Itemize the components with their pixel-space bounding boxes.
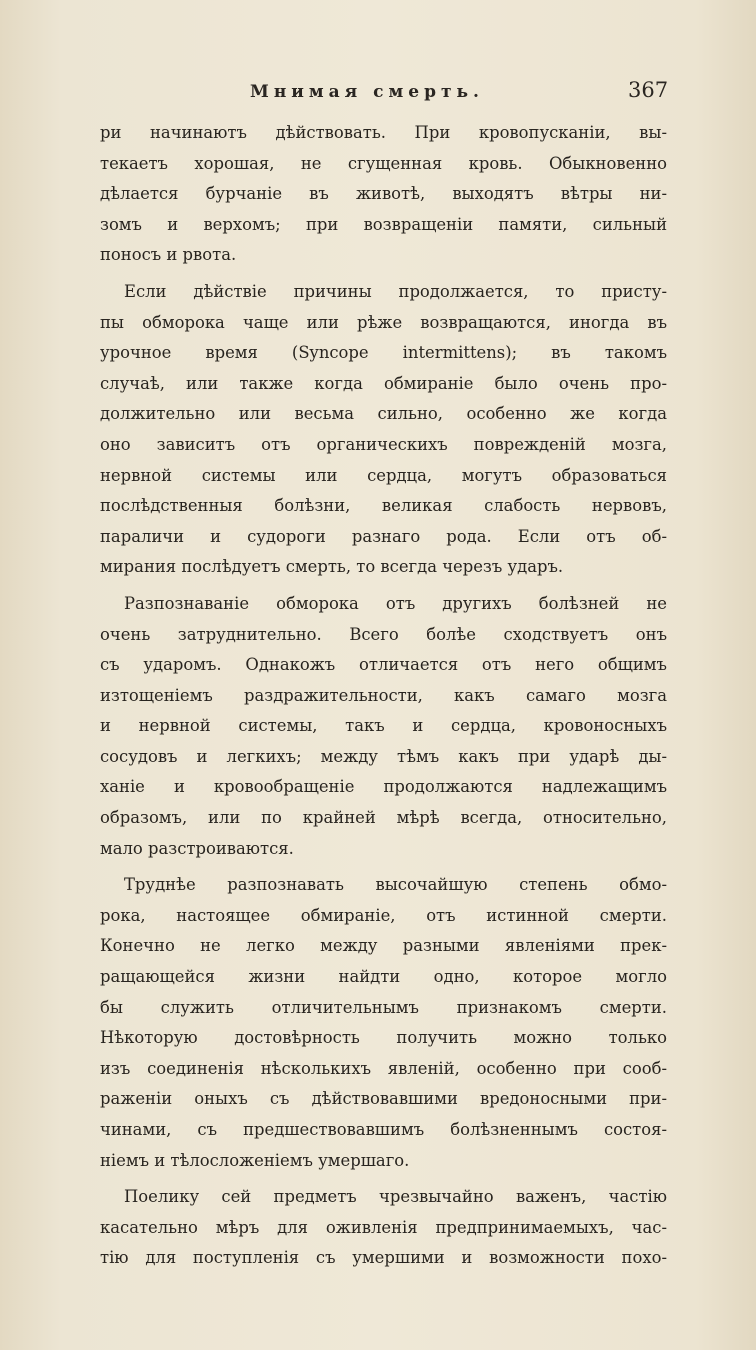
paragraph: [100, 870, 667, 1176]
text-line: касательно мѣръ для оживленія предпринимаемыхъ, час-: [100, 1217, 667, 1237]
text-line: ніемъ и тѣлосложеніемъ умершаго.: [100, 1150, 410, 1170]
text-line: текаетъ хорошая, не сгущенная кровь. Обыкновенно: [100, 153, 667, 173]
text-line: Поелику сей предметъ чрезвычайно важенъ, частію: [124, 1187, 667, 1207]
text-line: очень затруднительно. Всего болѣе сходствуетъ онъ: [100, 624, 667, 644]
text-line: Нѣкоторую достовѣрность получить можно только: [100, 1028, 667, 1048]
text-line: урочное время (Syncope intermittens); въ такомъ: [100, 343, 667, 363]
paragraph: [100, 589, 667, 864]
text-line: пы обморока чаще или рѣже возвращаются, иногда въ: [100, 312, 667, 332]
text-line: тію для поступленія съ умершими и возможности похо-: [100, 1248, 667, 1268]
text-line: послѣдственныя болѣзни, великая слабость нервовъ,: [100, 496, 667, 516]
text-line: изтощеніемъ раздражительности, какъ самаго мозга: [100, 685, 667, 705]
text-line: должительно или весьма сильно, особенно же когда: [100, 404, 667, 424]
text-line: и нервной системы, такъ и сердца, кровоносныхъ: [100, 716, 667, 736]
text-line: изъ соединенія нѣсколькихъ явленій, особенно при сооб-: [100, 1058, 667, 1078]
text-line: чинами, съ предшествовавшимъ болѣзненнымъ состоя-: [100, 1120, 667, 1139]
paragraph: [100, 1182, 667, 1274]
text-line: случаѣ, или также когда обмираніе было очень про-: [100, 373, 667, 393]
text-line: нервной системы или сердца, могутъ образоваться: [100, 465, 667, 485]
text-line: Труднѣе разпознавать высочайшую степень обмо-: [124, 875, 667, 895]
text-line: дѣлается бурчаніе въ животѣ, выходятъ вѣтры ни-: [100, 184, 667, 204]
text-line: мирания послѣдуетъ смерть, то всегда черезъ ударъ.: [100, 557, 564, 577]
running-title: Мнимая смерть.: [250, 82, 484, 102]
text-line: Конечно не легко между разными явленіями прек-: [100, 936, 667, 956]
text-line: образомъ, или по крайней мѣрѣ всегда, относительно,: [100, 808, 667, 828]
text-line: мало разстроиваются.: [100, 838, 294, 858]
page-header: [0, 78, 756, 108]
text-line: сосудовъ и легкихъ; между тѣмъ какъ при ударѣ ды-: [100, 746, 667, 766]
text-line: ри начинаютъ дѣйствовать. При кровопусканіи, вы-: [100, 123, 667, 142]
page-number: 367: [628, 78, 669, 102]
text-line: бы служить отличительнымъ признакомъ смерти.: [100, 997, 667, 1017]
text-line: Разпознаваніе обморока отъ другихъ болѣзней не: [124, 593, 667, 613]
text-line: съ ударомъ. Однакожъ отличается отъ него общимъ: [100, 655, 667, 675]
text-line: раженіи оныхъ съ дѣйствовавшими вредоносными при-: [100, 1089, 667, 1109]
paragraph: [100, 277, 667, 583]
paragraph: [100, 118, 667, 271]
body-text: [100, 118, 667, 1274]
text-line: оно зависитъ отъ органическихъ поврежденій мозга,: [100, 434, 667, 454]
text-line: поносъ и рвота.: [100, 245, 237, 265]
text-line: ханіе и кровообращеніе продолжаются надлежащимъ: [100, 777, 667, 797]
text-line: Если дѣйствіе причины продолжается, то присту-: [124, 281, 667, 301]
text-line: ращающейся жизни найдти одно, которое могло: [100, 967, 667, 987]
text-line: рока, настоящее обмираніе, отъ истинной смерти.: [100, 905, 667, 925]
text-line: параличи и судороги разнаго рода. Если отъ об-: [100, 526, 667, 546]
text-line: зомъ и верхомъ; при возвращеніи памяти, сильный: [100, 214, 667, 234]
